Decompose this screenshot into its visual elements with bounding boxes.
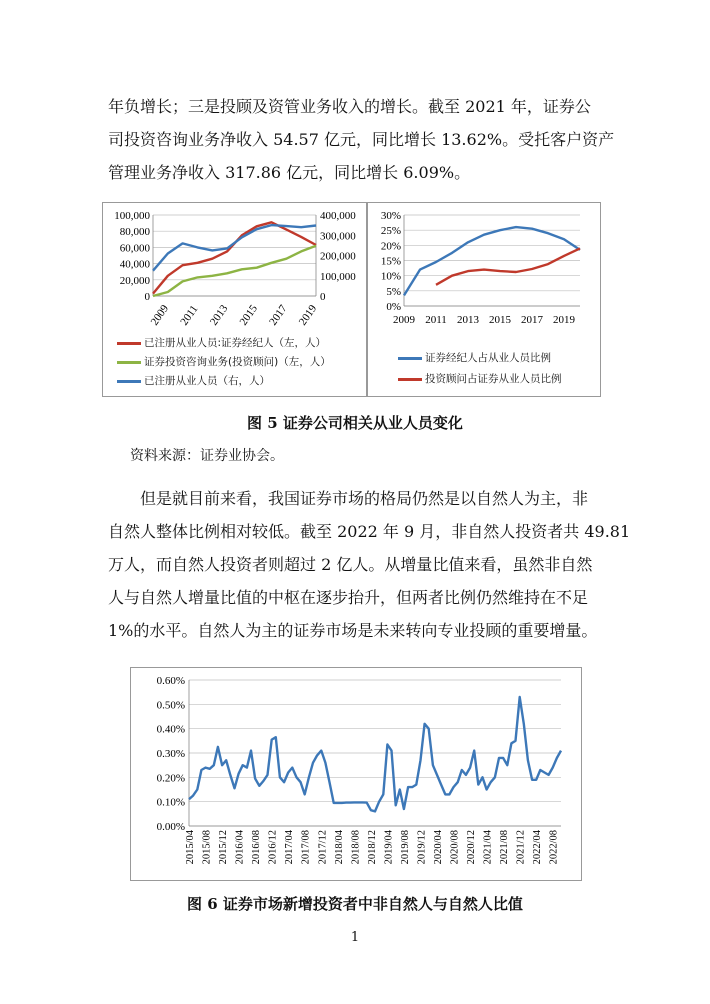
x-tick-label: 2018/04 [333,830,345,865]
x-tick-label: 2019 [553,314,575,326]
text-line: 自然人整体比例相对较低。截至 2022 年 9 月，非自然人投资者共 49.81 [108,522,631,541]
x-tick-label: 2017/04 [284,830,296,865]
text-line: 万人，而自然人投资者则超过 2 亿人。从增量比值来看，虽然非自然 [108,555,593,574]
x-tick-label: 2018/12 [366,830,378,865]
x-tick-label: 2022/08 [548,830,560,865]
y-tick-label-left: 40,000 [119,258,150,271]
y-tick-label: 0% [386,301,401,313]
y-tick-label: 0.50% [156,699,185,712]
y-tick-label: 0.60% [156,675,185,687]
x-tick-label: 2019 [296,302,320,328]
series-line [153,246,316,296]
x-tick-label: 2015/12 [218,830,230,865]
x-tick-label: 2009 [393,314,415,326]
figure-6-caption: 图 6 证券市场新增投资者中非自然人与自然人比值 [187,895,523,913]
legend-item: 投资顾问占证券从业人员比例 [398,371,562,386]
text-line: 但是就目前来看，我国证券市场的格局仍然是以自然人为主，非 [140,489,589,508]
y-tick-label: 0.40% [156,723,185,736]
x-tick-label: 2016/04 [234,830,246,865]
y-tick-label-right: 0 [320,291,326,303]
text-line: 年负增长；三是投顾及资管业务收入的增长。截至 2021 年，证券公 [108,97,591,116]
y-tick-label-left: 100,000 [114,210,150,222]
x-tick-label: 2009 [148,302,172,328]
y-tick-label-left: 0 [144,291,150,303]
figure-5-caption: 图 5 证券公司相关从业人员变化 [247,414,463,432]
legend-item: 已注册从业人员（右，人） [117,373,270,388]
x-tick-label: 2017/12 [317,830,329,865]
paragraph-2 [108,482,631,647]
x-tick-label: 2015 [489,314,511,326]
page-number: 1 [350,930,360,945]
x-tick-label: 2011 [178,303,201,328]
series-line [436,248,580,284]
y-tick-label-left: 60,000 [119,242,150,255]
y-tick-label: 5% [386,285,401,298]
y-tick-label: 0.10% [156,796,185,809]
series-line [153,222,316,293]
x-tick-label: 2015 [237,302,260,328]
y-tick-label-right: 400,000 [320,210,356,222]
y-tick-label: 10% [380,270,401,283]
y-tick-label: 30% [380,210,401,222]
x-tick-label: 2020/04 [433,830,444,865]
y-tick-label-right: 300,000 [320,230,356,243]
text-line: 司投资咨询业务净收入 54.57 亿元，同比增长 13.62%。受托客户资产 [108,130,615,149]
fig5-right-svg [368,203,600,396]
x-tick-label: 2015/04 [185,830,196,865]
x-tick-label: 2019/12 [416,830,428,865]
fig6-chart [130,667,582,881]
x-tick-label: 2019/08 [399,830,411,865]
y-tick-label: 0.20% [156,772,185,785]
x-tick-label: 2017 [267,302,290,328]
y-tick-label: 0.30% [156,748,185,760]
fig5-right-chart [367,202,601,397]
x-tick-label: 2016/12 [267,830,279,865]
x-tick-label: 2015/08 [201,830,213,865]
fig6-svg [131,668,581,880]
y-tick-label-left: 20,000 [119,274,150,287]
y-tick-label-right: 100,000 [320,270,356,283]
text-line: 1%的水平。自然人为主的证券市场是未来转向专业投顾的重要增量。 [108,621,598,640]
y-tick-label-left: 80,000 [119,226,150,239]
legend-item: 已注册从业人员:证券经纪人（左，人） [117,335,326,350]
x-tick-label: 2017 [521,314,543,326]
x-tick-label: 2021/04 [482,830,494,865]
text-line: 人与自然人增量比值的中枢在逐步抬升，但两者比例仍然维持在不足 [108,588,589,607]
series-line [189,697,561,811]
y-tick-label-right: 200,000 [320,250,356,263]
text-line: 管理业务净收入 317.86 亿元，同比增长 6.09%。 [108,163,471,182]
x-tick-label: 2018/08 [350,830,362,865]
y-tick-label: 0.00% [156,821,185,833]
y-tick-label: 20% [380,240,401,253]
x-tick-label: 2020/08 [449,830,461,865]
y-tick-label: 25% [380,225,401,238]
legend-item: 证券经纪人占从业人员比例 [398,350,551,365]
y-tick-label: 15% [380,255,401,268]
x-tick-label: 2022/04 [532,830,544,865]
x-tick-label: 2021/08 [499,830,511,865]
fig5-left-chart [102,202,367,397]
x-tick-label: 2013 [207,302,231,328]
x-tick-label: 2011 [425,314,447,326]
legend-item: 证券投资咨询业务(投资顾问)（左，人） [117,354,331,369]
x-tick-label: 2013 [457,314,479,326]
x-tick-label: 2019/04 [383,830,395,865]
paragraph-1 [108,90,615,189]
x-tick-label: 2016/08 [251,830,263,865]
x-tick-label: 2017/08 [300,830,312,865]
x-tick-label: 2020/12 [466,830,478,865]
source-note: 资料来源：证券业协会。 [130,448,284,464]
x-tick-label: 2021/12 [515,830,527,865]
